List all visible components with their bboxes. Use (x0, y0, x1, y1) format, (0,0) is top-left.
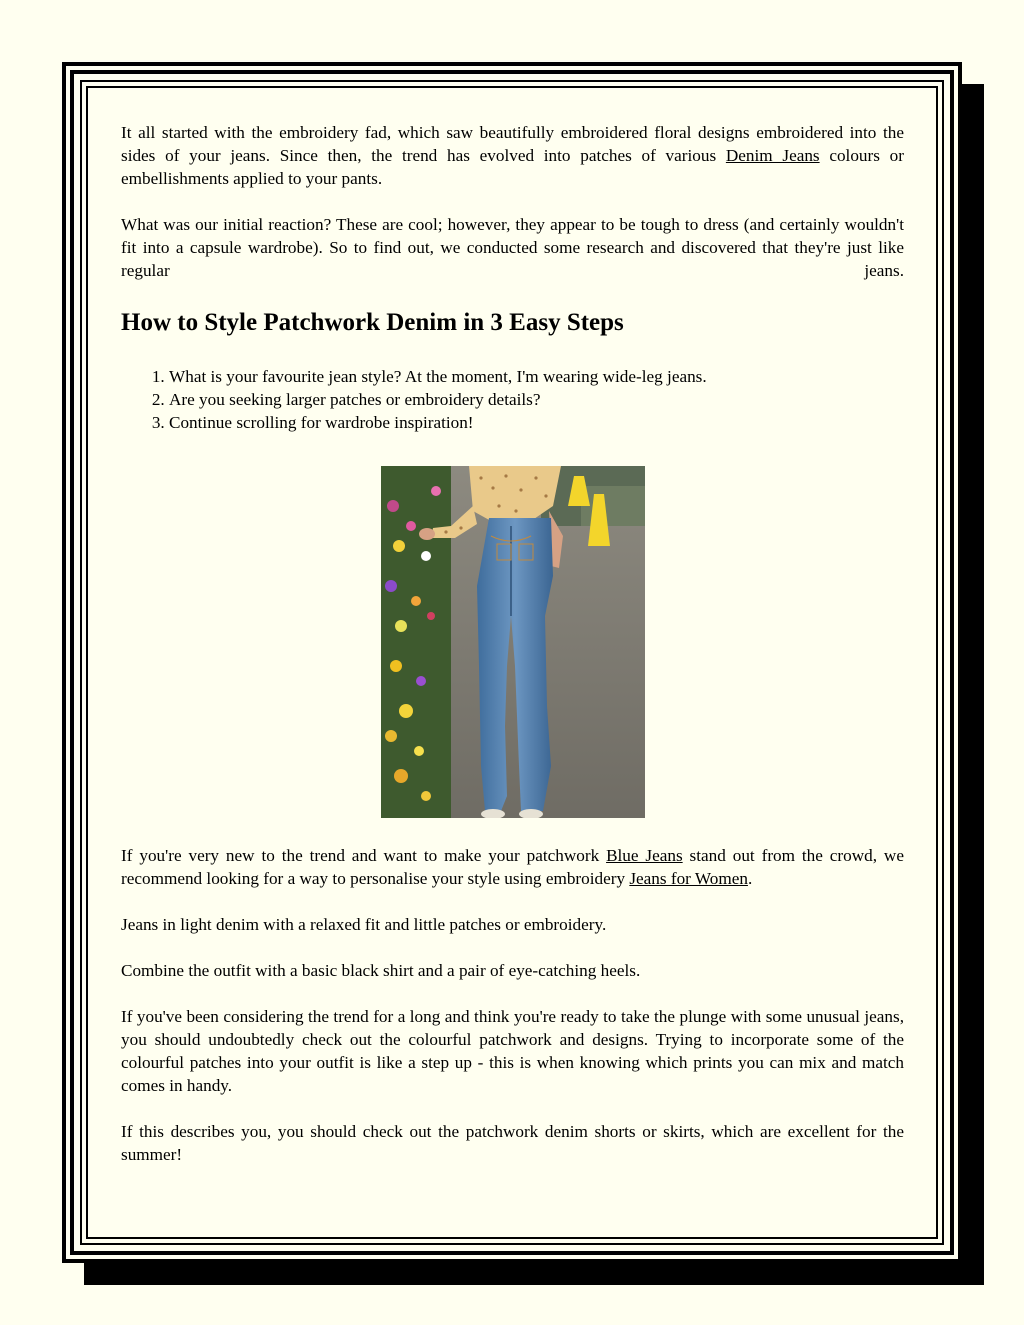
article-content (121, 121, 904, 1167)
step-item: 3. Continue scrolling for wardrobe inspiration! (169, 411, 904, 434)
section-heading: How to Style Patchwork Denim in 3 Easy Steps (121, 308, 624, 336)
body-paragraph-7: If this describes you, you should check out the patchwork denim shorts or skirts, which are excellent for the summer! (121, 1122, 904, 1165)
denim-jeans-link[interactable]: Denim Jeans (725, 146, 820, 166)
steps-list (121, 365, 904, 434)
jeans-photo-illustration (381, 466, 645, 818)
body-paragraph-3: If you're very new to the trend and want to make your patchwork Blue Jeans stand out from the crowd, we recommend looking for a way to personalise your style using embroidery Jeans for Women. (121, 845, 904, 888)
jeans-photo (381, 466, 645, 818)
body-paragraph-5: Combine the outfit with a basic black shirt and a pair of eye-catching heels. (121, 960, 641, 980)
body-paragraph-6: If you've been considering the trend for a long and think you're ready to take the plunge with some unusual jeans, you should undoubtedly check out the colourful patchwork and designs. Trying to incorporate some of the colourful patches into your outfit is like a step up - this is when knowing which prints you can mix and match comes in handy. (121, 1006, 904, 1096)
body-paragraph-4: Jeans in light denim with a relaxed fit and little patches or embroidery. (121, 914, 607, 934)
intro-paragraph-1: It all started with the embroidery fad, which saw beautifully embroidered floral designs embroidered into the sides of your jeans. Since then, the trend has evolved into patches of various Denim Jeans colours or embellishments applied to your pants. (121, 123, 904, 189)
step-item: 2. Are you seeking larger patches or embroidery details? (169, 388, 904, 411)
intro-paragraph-2: What was our initial reaction? These are cool; however, they appear to be tough to dress (and certainly wouldn't fit into a capsule wardrobe). So to find out, we conducted some research and discovered that they're just like regular jeans. (121, 215, 904, 281)
step-item: 1. What is your favourite jean style? At the moment, I'm wearing wide-leg jeans. (169, 365, 904, 388)
jeans-for-women-link[interactable]: Jeans for Women (629, 868, 748, 888)
blue-jeans-link[interactable]: Blue Jeans (606, 845, 683, 865)
